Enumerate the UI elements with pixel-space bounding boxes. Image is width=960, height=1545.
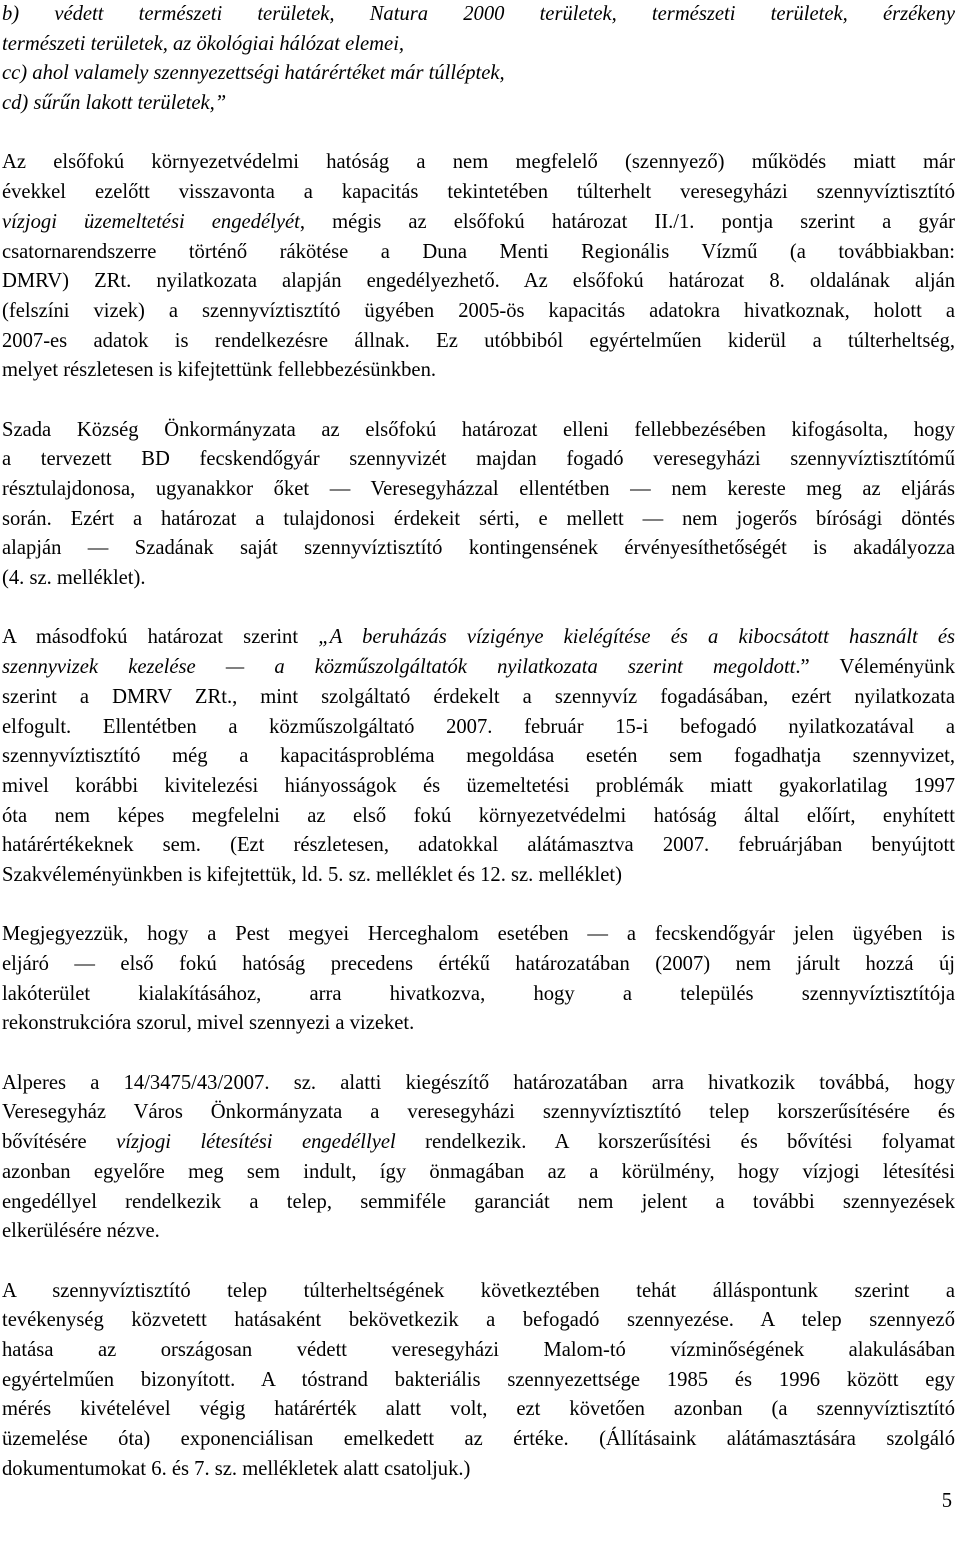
- paragraph-line: [2, 653, 955, 683]
- italic-quote: „A beruházás vízigénye kielégítése és a kibocsátott használt és: [318, 626, 955, 649]
- paragraph-text: A másodfokú határozat szerint: [2, 626, 319, 649]
- paragraph-line: óta nem képes megfelelni az első fokú környezetvédelmi hatóság által előírt, enyhített: [2, 804, 955, 827]
- paragraph-line: engedéllyel rendelkezik a telep, semmiféle garanciát nem jelent a további szennyezések: [2, 1190, 955, 1213]
- list-item-b-continuation: természeti területek, az ökológiai hálózat elemei,: [2, 32, 405, 55]
- paragraph-line: során. Ezért a határozat a tulajdonosi érdekeit sérti, e mellett — nem jogerős bírósági döntés: [2, 507, 955, 530]
- document-body: [2, 0, 955, 1514]
- paragraph-line: üzemelése óta) exponenciálisan emelkedett az értéke. (Állításaink alátámasztására szolgáló: [2, 1428, 955, 1450]
- list-item-cc: cc) ahol valamely szennyezettségi határértéket már túlléptek,: [2, 62, 505, 85]
- paragraph-line: azonban egyelőre meg sem indult, így önmagában az a körülmény, hogy vízjogi létesítési: [2, 1160, 955, 1183]
- paragraph-line: [2, 623, 955, 653]
- paragraph-line: melyet részletesen is kifejtettünk fellebbezésünkben.: [2, 359, 437, 382]
- paragraph-line: 2007-es adatok is rendelkezésre állnak. Ez utóbbiból egyértelműen kiderül a túlterheltség,: [2, 329, 955, 352]
- paragraph-line: szerint a DMRV ZRt., mint szolgáltató érdekelt a szennyvíz fogadásában, ezért nyilatkozata: [2, 685, 955, 708]
- paragraph-6: [2, 1277, 955, 1485]
- list-item-b-line: b) védett természeti területek, Natura 2000 területek, természeti területek, érzékeny: [2, 3, 955, 25]
- italic-term: vízjogi üzemeltetési engedélyét: [2, 210, 300, 233]
- paragraph-4: [2, 920, 955, 1039]
- paragraph-line: A szennyvíztisztító telep túlterheltségének következtében tehát álláspontunk szerint a: [2, 1279, 955, 1302]
- paragraph-line: mivel korábbi kivitelezési hiányosságok és üzemeltetési problémák miatt gyakorlatilag 1997: [2, 774, 955, 797]
- paragraph-5: [2, 1069, 955, 1247]
- paragraph-line: [2, 1128, 955, 1158]
- paragraph-text: .” Véleményünk: [795, 656, 955, 679]
- paragraph-text: bővítésére: [2, 1131, 117, 1154]
- paragraph-line: Megjegyezzük, hogy a Pest megyei Herceghalom esetében — a fecskendőgyár jelen ügyében is: [2, 923, 955, 946]
- paragraph-line: (4. sz. melléklet).: [2, 567, 146, 590]
- paragraph-line: a tervezett BD fecskendőgyár szennyvizét majdan fogadó veresegyházi szennyvíztisztítómű: [2, 448, 955, 471]
- italic-term: vízjogi létesítési engedéllyel: [116, 1131, 396, 1154]
- paragraph-line: Szakvéleményünkben is kifejtettük, ld. 5. sz. melléklet és 12. sz. melléklet): [2, 863, 622, 886]
- paragraph-line: évekkel ezelőtt visszavonta a kapacitás tekintetében túlterhelt veresegyházi szennyvíztisztító: [2, 181, 955, 204]
- paragraph-line: csatornarendszerre történő rákötése a Duna Menti Regionális Vízmű (a továbbiakban:: [2, 240, 955, 263]
- paragraph-line: [2, 208, 955, 238]
- italic-quote: szennyvizek kezelése — a közműszolgáltatók nyilatkozata szerint megoldott: [2, 656, 796, 679]
- paragraph-line: DMRV) ZRt. nyilatkozata alapján engedélyezhető. Az elsőfokú határozat 8. oldalának alján: [2, 270, 955, 293]
- paragraph-line: eljáró — első fokú hatóság precedens értékű határozatában (2007) nem járult hozzá új: [2, 953, 955, 975]
- paragraph-line: résztulajdonosa, ugyanakkor őket — Veresegyházzal ellentétben — nem kereste meg az eljárás: [2, 478, 955, 500]
- paragraph-line: elkerülésére nézve.: [2, 1220, 160, 1243]
- page-number: 5: [941, 1490, 952, 1512]
- paragraph-line: egyértelműen bizonyított. A tóstrand bakteriális szennyezettsége 1985 és 1996 között egy: [2, 1368, 955, 1391]
- paragraph-3: [2, 623, 955, 890]
- paragraph-line: hatása az országosan védett veresegyházi Malom-tó vízminőségének alakulásában: [2, 1338, 955, 1361]
- paragraph-text: , mégis az elsőfokú határozat II./1. pontja szerint a gyár: [299, 210, 955, 233]
- paragraph-line: rekonstrukcióra szorul, mivel szennyezi a vizeket.: [2, 1012, 415, 1035]
- list-items: [2, 0, 955, 119]
- paragraph-line: mérés kivételével végig határérték alatt volt, ezt követően azonban (a szennyvíztisztító: [2, 1398, 955, 1421]
- paragraph-1: [2, 148, 955, 386]
- paragraph-line: tevékenység közvetett hatásaként bekövetkezik a befogadó szennyezése. A telep szennyező: [2, 1309, 955, 1332]
- paragraph-text: rendelkezik. A korszerűsítési és bővítési folyamat: [395, 1131, 956, 1154]
- paragraph-line: (felszíni vizek) a szennyvíztisztító ügyében 2005-ös kapacitás adatokra hivatkoznak, holott a: [2, 299, 955, 322]
- paragraph-line: elfogult. Ellentétben a közműszolgáltató 2007. február 15-i befogadó nyilatkozatával a: [2, 715, 955, 738]
- paragraph-line: határértékeknek sem. (Ezt részletesen, adatokkal alátámasztva 2007. februárjában benyújtott: [2, 834, 955, 857]
- paragraph-line: szennyvíztisztító még a kapacitásprobléma megoldása esetén sem fogadhatja szennyvizet,: [2, 745, 955, 768]
- paragraph-line: alapján — Szadának saját szennyvíztisztító kontingensének érvényesíthetőségét is akadályozza: [2, 537, 955, 560]
- paragraph-line: Veresegyház Város Önkormányzata a veresegyházi szennyvíztisztító telep korszerűsítésére és: [2, 1101, 955, 1124]
- paragraph-2: [2, 416, 955, 594]
- paragraph-line: Az elsőfokú környezetvédelmi hatóság a nem megfelelő (szennyező) működés miatt már: [2, 151, 955, 174]
- list-item-cd: cd) sűrűn lakott területek,”: [2, 92, 227, 115]
- paragraph-line: dokumentumokat 6. és 7. sz. mellékletek alatt csatoljuk.): [2, 1457, 471, 1480]
- paragraph-line: Szada Község Önkormányzata az elsőfokú határozat elleni fellebbezésében kifogásolta, hogy: [2, 418, 955, 441]
- paragraph-line: lakóterület kialakításához, arra hivatkozva, hogy a település szennyvíztisztítója: [2, 982, 955, 1005]
- paragraph-line: Alperes a 14/3475/43/2007. sz. alatti kiegészítő határozatában arra hivatkozik továbbá, hogy: [2, 1071, 955, 1094]
